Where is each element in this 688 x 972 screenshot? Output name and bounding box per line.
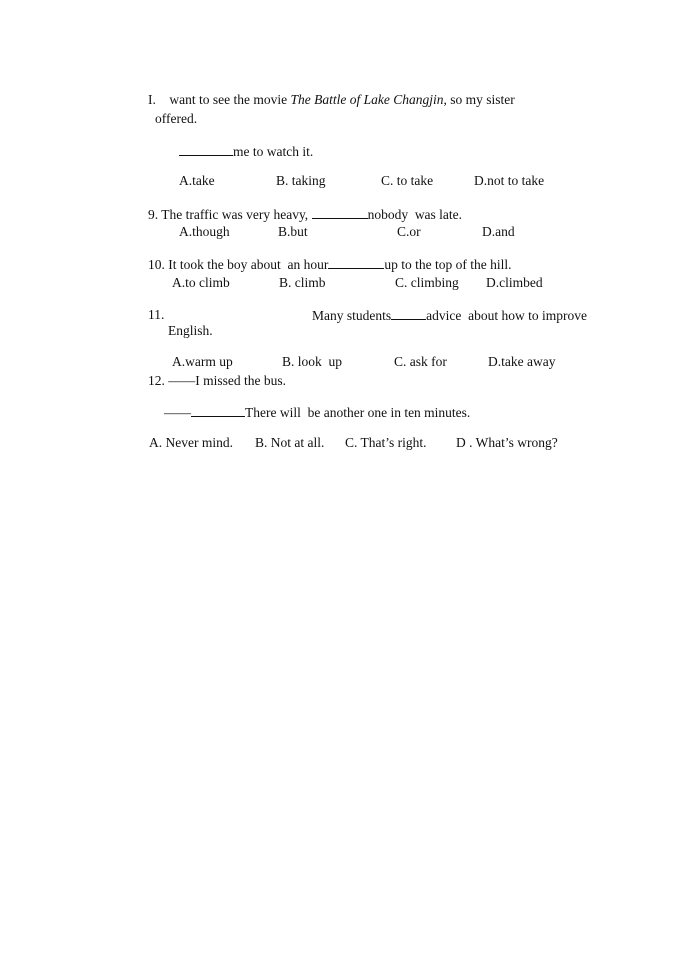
answer-blank[interactable] <box>328 256 384 269</box>
q11-number: 11. <box>148 307 165 322</box>
q8-stem-line-3 <box>179 143 313 160</box>
q11-stem-text-a: Many students <box>312 308 392 323</box>
q9-option-a: A.though <box>179 224 230 239</box>
q8-stem-line-2: offered. <box>155 111 198 126</box>
q9-option-b: B.but <box>278 224 308 239</box>
q12-reply-text: There will be another one in ten minutes. <box>245 405 471 420</box>
answer-blank[interactable] <box>391 307 426 320</box>
q10-stem-text-a: 10. It took the boy about an hour <box>148 257 329 272</box>
q12-option-b: B. Not at all. <box>255 435 325 450</box>
q12-reply <box>164 404 470 421</box>
q10-option-a: A.to climb <box>172 275 230 290</box>
q8-option-d: D.not to take <box>474 173 545 188</box>
answer-blank[interactable] <box>191 404 245 417</box>
q11-option-c: C. ask for <box>394 354 447 369</box>
q10-option-d: D.climbed <box>486 275 543 290</box>
q9-stem-text-b: nobody was late. <box>367 207 463 222</box>
q12-option-d: D . What’s wrong? <box>456 435 558 450</box>
q10-option-b: B. climb <box>279 275 326 290</box>
q11-stem-line-2: English. <box>168 323 213 338</box>
q8-option-c: C. to take <box>381 173 434 188</box>
answer-blank[interactable] <box>179 143 233 156</box>
q8-stem-line-1 <box>148 92 515 108</box>
q10-option-c: C. climbing <box>395 275 459 290</box>
q9-option-d: D.and <box>482 224 515 239</box>
q11-stem-text-b: advice about how to improve <box>426 308 587 323</box>
q11-option-b: B. look up <box>282 354 343 369</box>
q9-stem-text-a: 9. The traffic was very heavy, <box>148 207 312 222</box>
q11-option-a: A.warm up <box>172 354 233 369</box>
q12-option-a: A. Never mind. <box>149 435 233 450</box>
movie-title: The Battle of Lake Changjin <box>290 92 444 107</box>
q12-stem: 12. ——I missed the bus. <box>148 373 286 388</box>
q8-stem-text-c: me to watch it. <box>233 144 314 159</box>
q10-stem <box>148 256 511 273</box>
q10-stem-text-b: up to the top of the hill. <box>384 257 512 272</box>
q9-option-c: C.or <box>397 224 421 239</box>
q8-option-a: A.take <box>179 173 215 188</box>
q12-reply-dash: —— <box>164 405 191 420</box>
q8-option-b: B. taking <box>276 173 326 188</box>
q8-stem-text-b: , so my sister <box>443 92 515 107</box>
q12-option-c: C. That’s right. <box>345 435 427 450</box>
answer-blank[interactable] <box>312 206 368 219</box>
q11-option-d: D.take away <box>488 354 556 369</box>
q9-stem <box>148 206 462 223</box>
q11-stem <box>312 307 587 324</box>
q8-stem-text-a: I. want to see the movie <box>148 92 291 107</box>
